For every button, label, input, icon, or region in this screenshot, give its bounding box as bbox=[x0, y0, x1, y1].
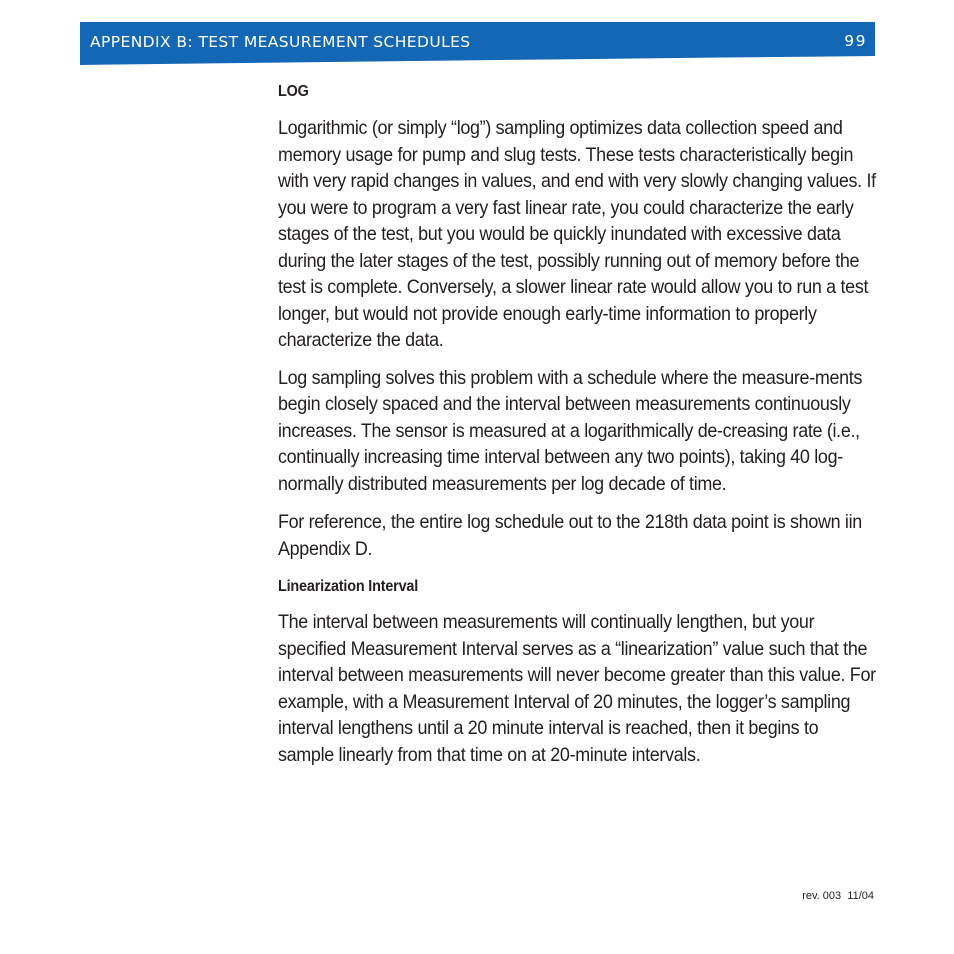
page-number: 99 bbox=[844, 32, 867, 50]
section-heading-linearization-interval: Linearization Interval bbox=[278, 578, 419, 595]
paragraph-log-solution: Log sampling solves this problem with a schedule where the measure-ments begin closely spaced and the interval between measurements continuously increases. The sensor is measured at a logarithmically de-creasing rate (i.e., continually increasing time interval between any two points), taking 40 log-normally distributed measurements per log decade of time. bbox=[278, 366, 863, 495]
page-content bbox=[278, 80, 878, 768]
header-bar bbox=[80, 22, 875, 65]
running-header-title: APPENDIX B: TEST MEASUREMENT SCHEDULES bbox=[90, 33, 471, 51]
paragraph-log-reference: For reference, the entire log schedule out to the 218th data point is shown iin Appendix D. bbox=[278, 511, 862, 560]
paragraph-log-intro: Logarithmic (or simply “log”) sampling optimizes data collection speed and memory usage for pump and slug tests. These tests characteristically begin with very rapid changes in values, and end with very slowly changing values. If you were to program a very fast linear rate, you could characterize the early stages of the test, but you would be quickly inundated with excessive data during the later stages of the test, possibly running out of memory before the test is complete. Conversely, a slower linear rate would allow you to run a test longer, but would not provide enough early-time information to properly characterize the data. bbox=[278, 117, 876, 351]
revision-footer: rev. 003 11/04 bbox=[802, 890, 874, 902]
section-heading-log: LOG bbox=[278, 83, 309, 100]
paragraph-linearization: The interval between measurements will continually lengthen, but your specified Measurement Interval serves as a “linearization” value such that the interval between measurements will never become greater than this value. For example, with a Measurement Interval of 20 minutes, the logger’s sampling interval lengthens until a 20 minute interval is reached, then it begins to sample linearly from that time on at 20-minute intervals. bbox=[278, 611, 876, 766]
